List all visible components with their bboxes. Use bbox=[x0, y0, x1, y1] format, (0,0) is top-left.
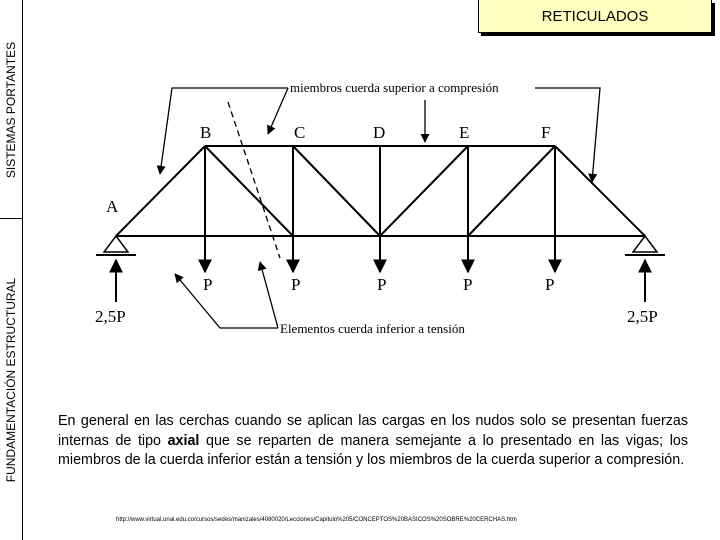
body-text-end: que se reparten de manera semejante a lo presentado en las vigas; los miembros de la cuerda inferior están a tensión y los miembros de la cuerda superior a compresión. bbox=[58, 432, 689, 469]
diagonal-2 bbox=[293, 146, 380, 236]
node-label-c: C bbox=[294, 123, 306, 142]
truss-diagram bbox=[80, 62, 680, 352]
course-label: FUNDAMENTACIÓN ESTRUCTURAL bbox=[4, 277, 18, 483]
left-reaction-label: 2,5P bbox=[95, 307, 126, 326]
diagonal-4 bbox=[468, 146, 555, 236]
top-callout-2 bbox=[268, 88, 288, 134]
source-url: http://www.virtual.unal.edu.co/cursos/sedes/manizales/4080020/Lecciones/Capitulo%205/CONCEPTOS%20BASICOS%20SOBRE%20CERCHAS.htm bbox=[116, 517, 517, 523]
slide-title bbox=[478, 0, 712, 33]
node-label-f: F bbox=[541, 123, 551, 142]
node-label-e: E bbox=[459, 123, 470, 142]
slide-title-text: RETICULADOS bbox=[541, 7, 649, 25]
bottom-callout-2 bbox=[260, 262, 278, 328]
body-paragraph bbox=[58, 412, 688, 471]
right-end-diagonal bbox=[555, 146, 645, 236]
side-divider bbox=[0, 218, 22, 219]
top-chord-note: miembros cuerda superior a compresión bbox=[290, 80, 499, 95]
load-label: P bbox=[291, 275, 301, 294]
right-reaction-label: 2,5P bbox=[627, 307, 658, 326]
node-label-b: B bbox=[200, 123, 212, 142]
bottom-callout-1 bbox=[175, 274, 278, 328]
diagonal-1 bbox=[205, 146, 293, 236]
side-bar bbox=[0, 0, 23, 540]
body-text-emphasis: axial bbox=[167, 432, 200, 449]
load-label: P bbox=[203, 275, 213, 294]
body-text-start: En general en las cerchas cuando se aplican las cargas en los nudos solo se presentan fuerzas internas de tipo bbox=[58, 413, 688, 449]
left-support bbox=[96, 236, 136, 255]
diagonal-3 bbox=[380, 146, 468, 236]
load-label: P bbox=[545, 275, 555, 294]
truss-members bbox=[116, 146, 645, 236]
bottom-chord-note: Elementos cuerda inferior a tensión bbox=[280, 321, 465, 336]
load-label: P bbox=[463, 275, 473, 294]
left-end-diagonal bbox=[116, 146, 205, 236]
section-label: SISTEMAS PORTANTES bbox=[4, 41, 18, 179]
right-support bbox=[625, 236, 665, 255]
load-label: P bbox=[377, 275, 387, 294]
node-label-d: D bbox=[373, 123, 386, 142]
load-arrows bbox=[205, 236, 555, 272]
node-label-a: A bbox=[106, 197, 119, 216]
